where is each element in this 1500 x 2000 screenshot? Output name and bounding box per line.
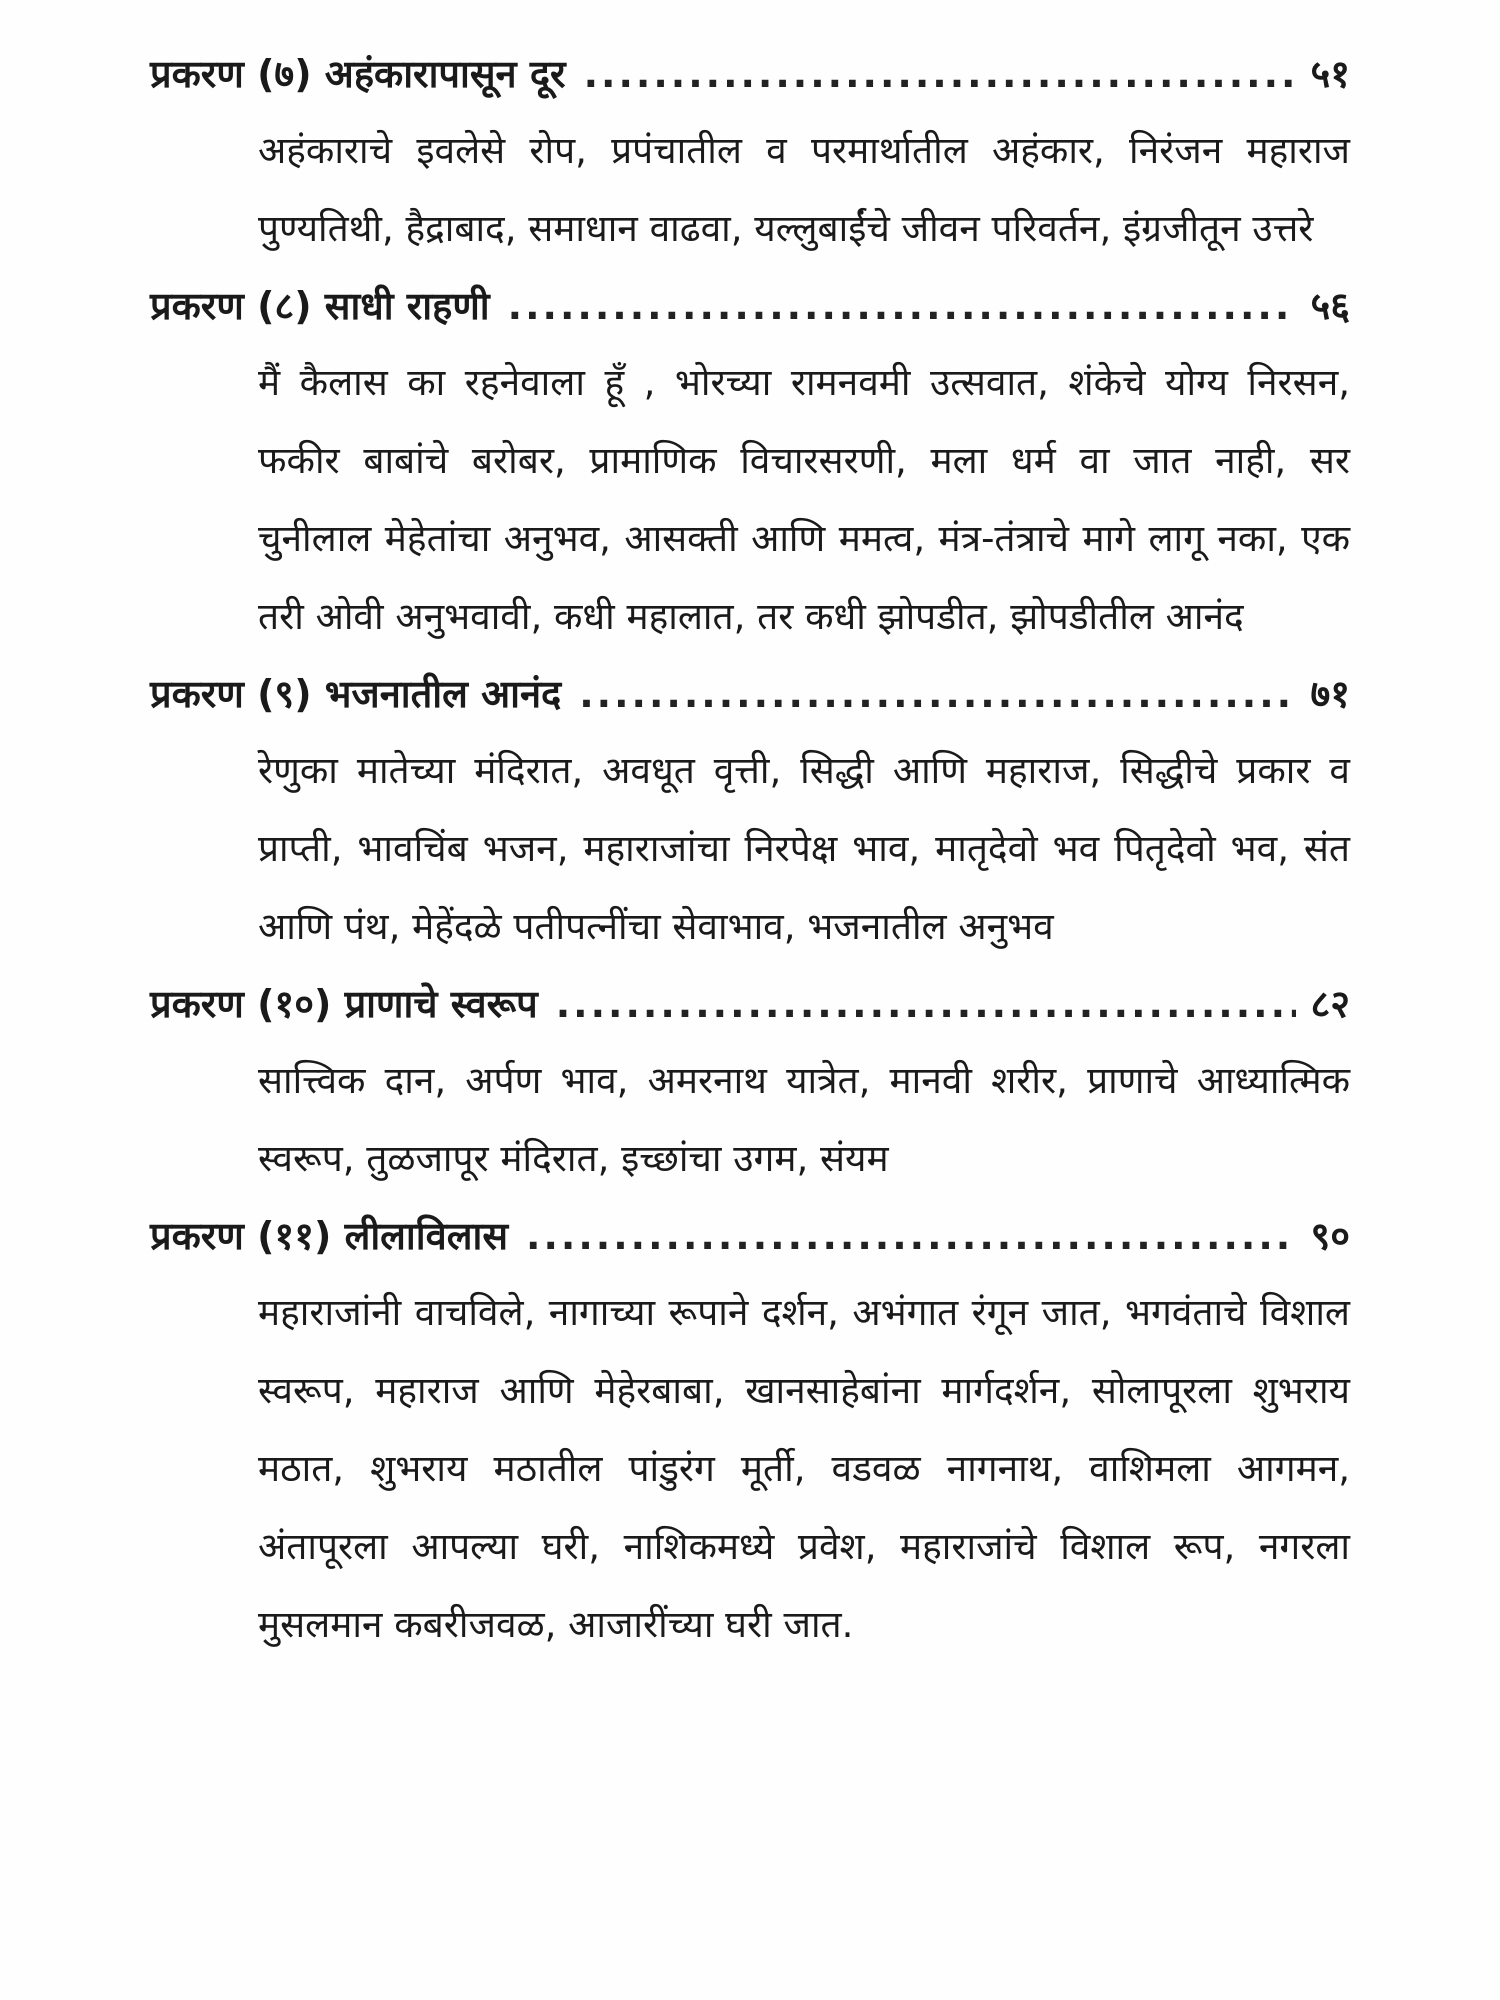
chapter-topics: मैं कैलास का रहनेवाला हूँ , भोरच्या रामनवमी उत्सवात, शंकेचे योग्य निरसन, फकीर बाबांचे बरोबर, प्रामाणिक विचारसरणी, मला धर्म वा जात नाही, सर चुनीलाल मेहेतांचा अनुभव, आसक्ती आणि ममत्व, मंत्र-तंत्राचे मागे लागू नका, एक तरी ओवी अनुभवावी, कधी महालात, तर कधी झोपडीत, झोपडीतील आनंद [258, 361, 1350, 638]
chapter-page-number: ८२ [1310, 982, 1350, 1026]
chapter-heading [150, 656, 1350, 732]
chapter-label: प्रकरण (११) लीलाविलास [150, 1214, 509, 1258]
dot-leader [526, 1198, 1296, 1274]
chapter-page-number: ७१ [1310, 672, 1350, 716]
chapter-page-number: ५६ [1310, 284, 1350, 328]
dot-leader [579, 656, 1296, 732]
dot-leader [508, 268, 1297, 344]
chapter-heading [150, 268, 1350, 344]
chapter-entry-8 [150, 268, 1350, 656]
dot-leader [556, 966, 1297, 1042]
chapter-heading [150, 36, 1350, 112]
chapter-page-number: ९० [1310, 1214, 1350, 1258]
chapter-topics: सात्त्विक दान, अर्पण भाव, अमरनाथ यात्रेत, मानवी शरीर, प्राणाचे आध्यात्मिक स्वरूप, तुळजापूर मंदिरात, इच्छांचा उगम, संयम [258, 1059, 1350, 1180]
chapter-heading [150, 1198, 1350, 1274]
chapter-heading [150, 966, 1350, 1042]
chapter-label: प्रकरण (७) अहंकारापासून दूर [150, 52, 566, 96]
chapter-entry-10 [150, 966, 1350, 1198]
chapter-label: प्रकरण (१०) प्राणाचे स्वरूप [150, 982, 538, 1026]
chapter-entry-7 [150, 36, 1350, 268]
chapter-page-number: ५१ [1310, 52, 1350, 96]
chapter-entry-11 [150, 1198, 1350, 1664]
dot-leader [584, 36, 1297, 112]
chapter-topics: रेणुका मातेच्या मंदिरात, अवधूत वृत्ती, सिद्धी आणि महाराज, सिद्धीचे प्रकार व प्राप्ती, भावचिंब भजन, महाराजांचा निरपेक्ष भाव, मातृदेवो भव पितृदेवो भव, संत आणि पंथ, मेहेंदळे पतीपत्नींचा सेवाभाव, भजनातील अनुभव [258, 749, 1350, 948]
chapter-topics: अहंकाराचे इवलेसे रोप, प्रपंचातील व परमार्थातील अहंकार, निरंजन महाराज पुण्यतिथी, हैद्राबाद, समाधान वाढवा, यल्लुबाईंचे जीवन परिवर्तन, इंग्रजीतून उत्तरे [258, 129, 1350, 250]
chapter-entry-9 [150, 656, 1350, 966]
chapter-label: प्रकरण (८) साधी राहणी [150, 284, 490, 328]
chapter-topics: महाराजांनी वाचविले, नागाच्या रूपाने दर्शन, अभंगात रंगून जात, भगवंताचे विशाल स्वरूप, महाराज आणि मेहेरबाबा, खानसाहेबांना मार्गदर्शन, सोलापूरला शुभराय मठात, शुभराय मठातील पांडुरंग मूर्ती, वडवळ नागनाथ, वाशिमला आगमन, अंतापूरला आपल्या घरी, नाशिकमध्ये प्रवेश, महाराजांचे विशाल रूप, नगरला मुसलमान कबरीजवळ, आजारींच्या घरी जात. [258, 1291, 1350, 1646]
chapter-label: प्रकरण (९) भजनातील आनंद [150, 672, 562, 716]
